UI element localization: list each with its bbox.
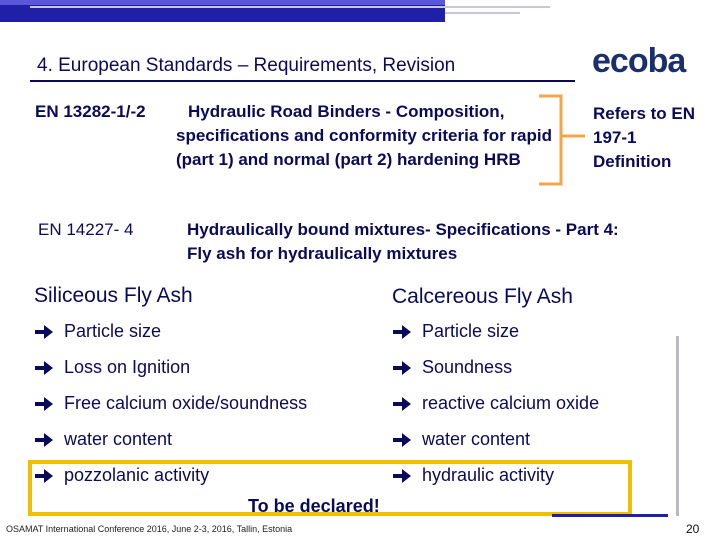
right-arrow-icon (34, 360, 54, 376)
calcereous-item-label: Soundness (422, 357, 513, 377)
calcereous-item-label: Particle size (422, 321, 520, 341)
siliceous-item-label: water content (64, 429, 173, 449)
top-header-bar-light (0, 0, 445, 5)
top-header-stripe (30, 6, 550, 8)
bottom-right-accent (552, 514, 668, 517)
calcereous-item-label: water content (422, 429, 531, 449)
right-vertical-line (676, 336, 679, 516)
logo-text: ecoba (592, 42, 686, 80)
ecoba-logo (592, 42, 685, 81)
calcereous-item-label: hydraulic activity (422, 465, 555, 485)
siliceous-item-label: pozzolanic activity (64, 465, 210, 485)
calcereous-item (392, 321, 519, 342)
refers-note (593, 102, 703, 174)
siliceous-item (34, 393, 307, 414)
calcereous-item (392, 357, 512, 378)
standard-description-2: Hydraulically bound mixtures- Specifications - Part 4: Fly ash for hydraulically mixtures (187, 220, 619, 263)
right-arrow-icon (34, 396, 54, 412)
title-underline (30, 80, 575, 82)
orange-bracket-icon (535, 92, 590, 188)
calcereous-heading: Calcereous Fly Ash (392, 285, 573, 308)
right-arrow-icon (34, 324, 54, 340)
siliceous-item (34, 321, 161, 342)
standard-description-1: Hydraulic Road Binders - Composition, specifications and conformity criteria for rapid (part 1) and normal (part 2) hardening HRB (176, 102, 552, 169)
calcereous-item-label: reactive calcium oxide (422, 393, 600, 413)
calcereous-item (392, 393, 599, 414)
siliceous-heading: Siliceous Fly Ash (34, 284, 193, 307)
siliceous-item (34, 357, 190, 378)
siliceous-item-label: Loss on Ignition (64, 357, 191, 377)
siliceous-item-label: Particle size (64, 321, 162, 341)
footer-text: OSAMAT International Conference 2016, June 2-3, 2016, Tallin, Estonia (6, 524, 293, 534)
refers-note-text: Refers to EN 197-1 Definition (593, 104, 696, 171)
right-arrow-icon (392, 432, 412, 448)
right-arrow-icon (392, 396, 412, 412)
right-arrow-icon (34, 432, 54, 448)
standard-code-1: EN 13282-1/-2 (35, 102, 146, 121)
standard-code-2: EN 14227- 4 (38, 220, 134, 239)
page-title: 4. European Standards – Requirements, Revision (37, 55, 456, 76)
siliceous-item-label: Free calcium oxide/soundness (64, 393, 308, 413)
top-header-stripe-2 (445, 12, 520, 14)
calcereous-item (392, 429, 530, 450)
right-arrow-icon (392, 324, 412, 340)
right-arrow-icon (392, 360, 412, 376)
page-number: 20 (686, 522, 700, 536)
declared-note: To be declared! (248, 496, 380, 516)
siliceous-item (34, 429, 172, 450)
